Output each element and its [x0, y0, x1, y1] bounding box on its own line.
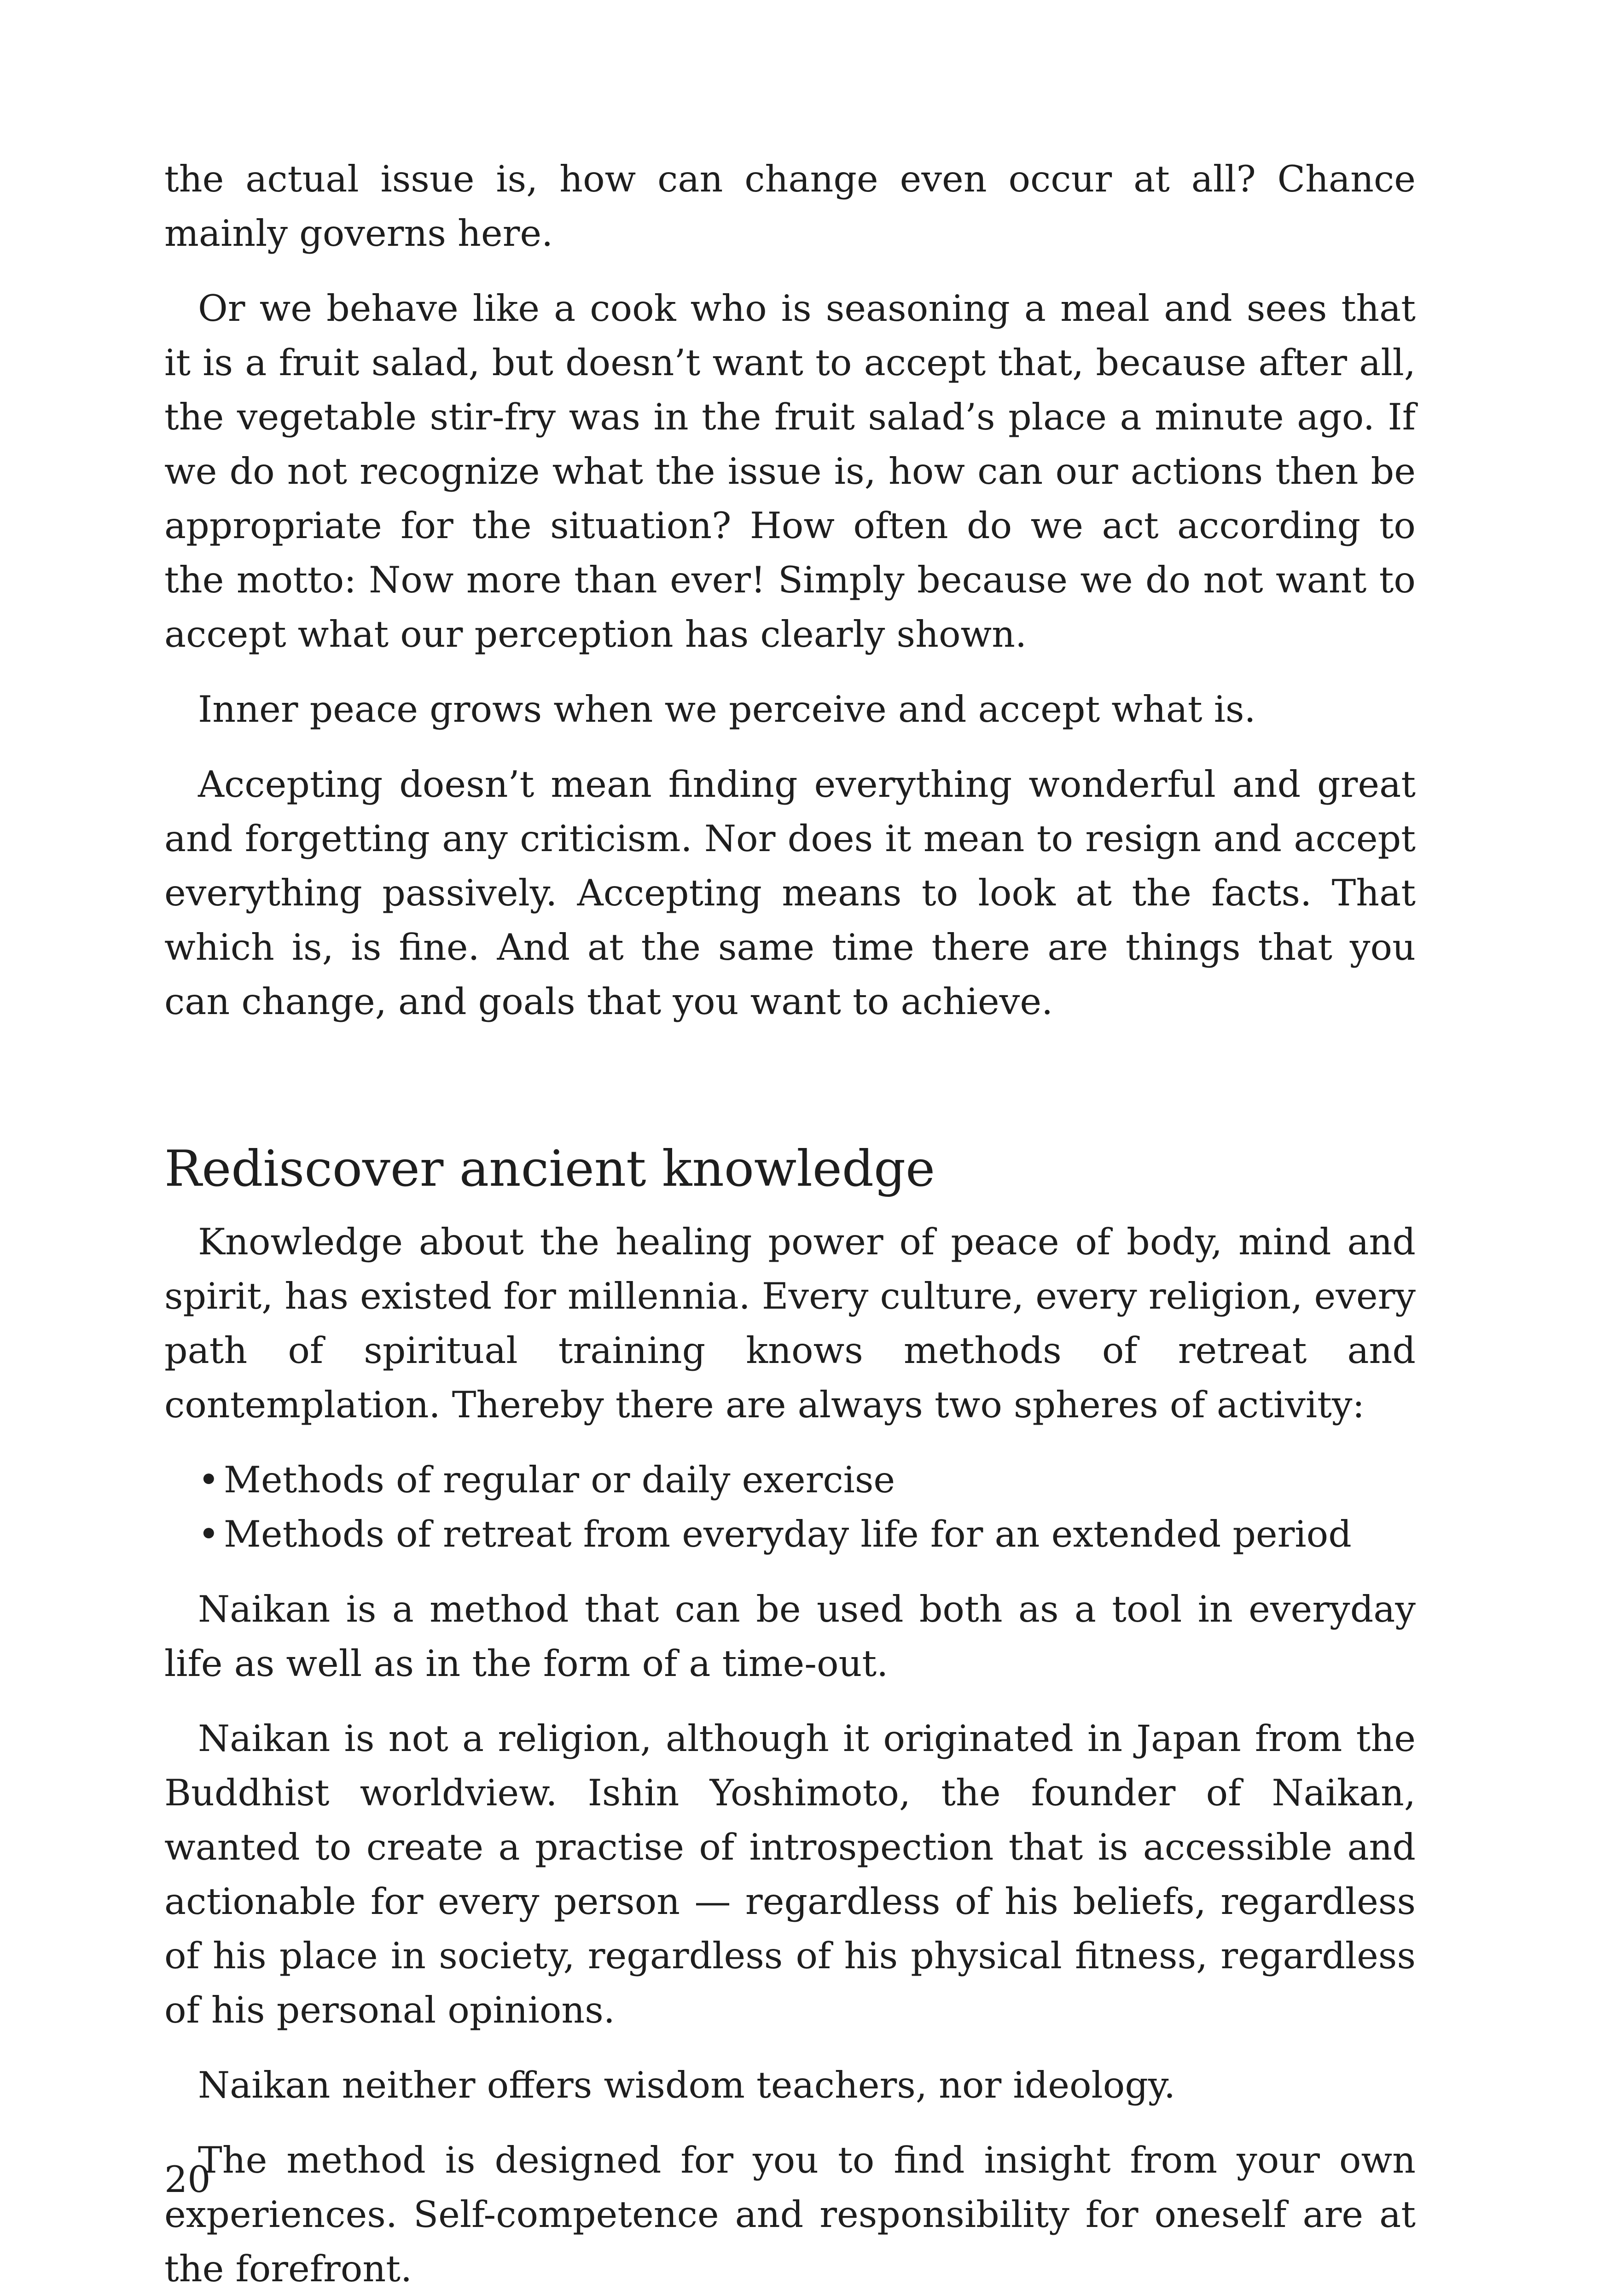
paragraph-accepting: Accepting doesn’t mean finding everything wonderful and great and forgetting any criticism. Nor does it mean to resign and accept everything passively. Accepting means to look at the facts. That which is, is fine. And at the same time there are things that you can change, and goals that you want to achieve.	[164, 763, 1416, 1023]
list-item	[198, 1507, 1416, 1561]
paragraph-continuation: the actual issue is, how can change even occur at all? Chance mainly governs here.	[164, 158, 1416, 255]
bullet-icon: •	[198, 1513, 220, 1555]
list-item-text: Methods of retreat from everyday life for an extended period	[224, 1513, 1352, 1555]
page-number: 20	[164, 2158, 211, 2201]
section-heading: Rediscover ancient knowledge	[164, 1140, 935, 1198]
bullet-list	[164, 1453, 1416, 1561]
page-body	[164, 152, 1416, 2296]
paragraph-method-design: The method is designed for you to find insight from your own experiences. Self-competence and responsibility for oneself are at the forefront.	[164, 2139, 1416, 2290]
paragraph-cook-analogy: Or we behave like a cook who is seasoning a meal and sees that it is a fruit salad, but doesn’t want to accept that, because after all, the vegetable stir-fry was in the fruit salad’s place a minute ago. If we do not recognize what the issue is, how can our actions then be appropriate for the situation? How often do we act according to the motto: Now more than ever! Simply because we do not want to accept what our perception has clearly shown.	[164, 287, 1416, 655]
list-item	[198, 1453, 1416, 1507]
list-item-text: Methods of regular or daily exercise	[224, 1459, 895, 1501]
paragraph-knowledge-intro: Knowledge about the healing power of peace of body, mind and spirit, has existed for millennia. Every culture, every religion, every path of spiritual training knows methods of retreat and contemplation. Thereby there are always two spheres of activity:	[164, 1221, 1416, 1426]
paragraph-naikan-not-religion: Naikan is not a religion, although it originated in Japan from the Buddhist worldview. Ishin Yoshimoto, the founder of Naikan, wanted to create a practise of introspection that is accessible and actionable for every person — regardless of his beliefs, regardless of his place in society, regardless of his physical fitness, regardless of his personal opinions.	[164, 1717, 1416, 2031]
paragraph-inner-peace: Inner peace grows when we perceive and accept what is.	[198, 688, 1256, 731]
bullet-icon: •	[198, 1459, 220, 1501]
paragraph-naikan-no-ideology: Naikan neither offers wisdom teachers, nor ideology.	[198, 2064, 1176, 2106]
paragraph-naikan-method: Naikan is a method that can be used both as a tool in everyday life as well as in the form of a time-out.	[164, 1588, 1416, 1685]
